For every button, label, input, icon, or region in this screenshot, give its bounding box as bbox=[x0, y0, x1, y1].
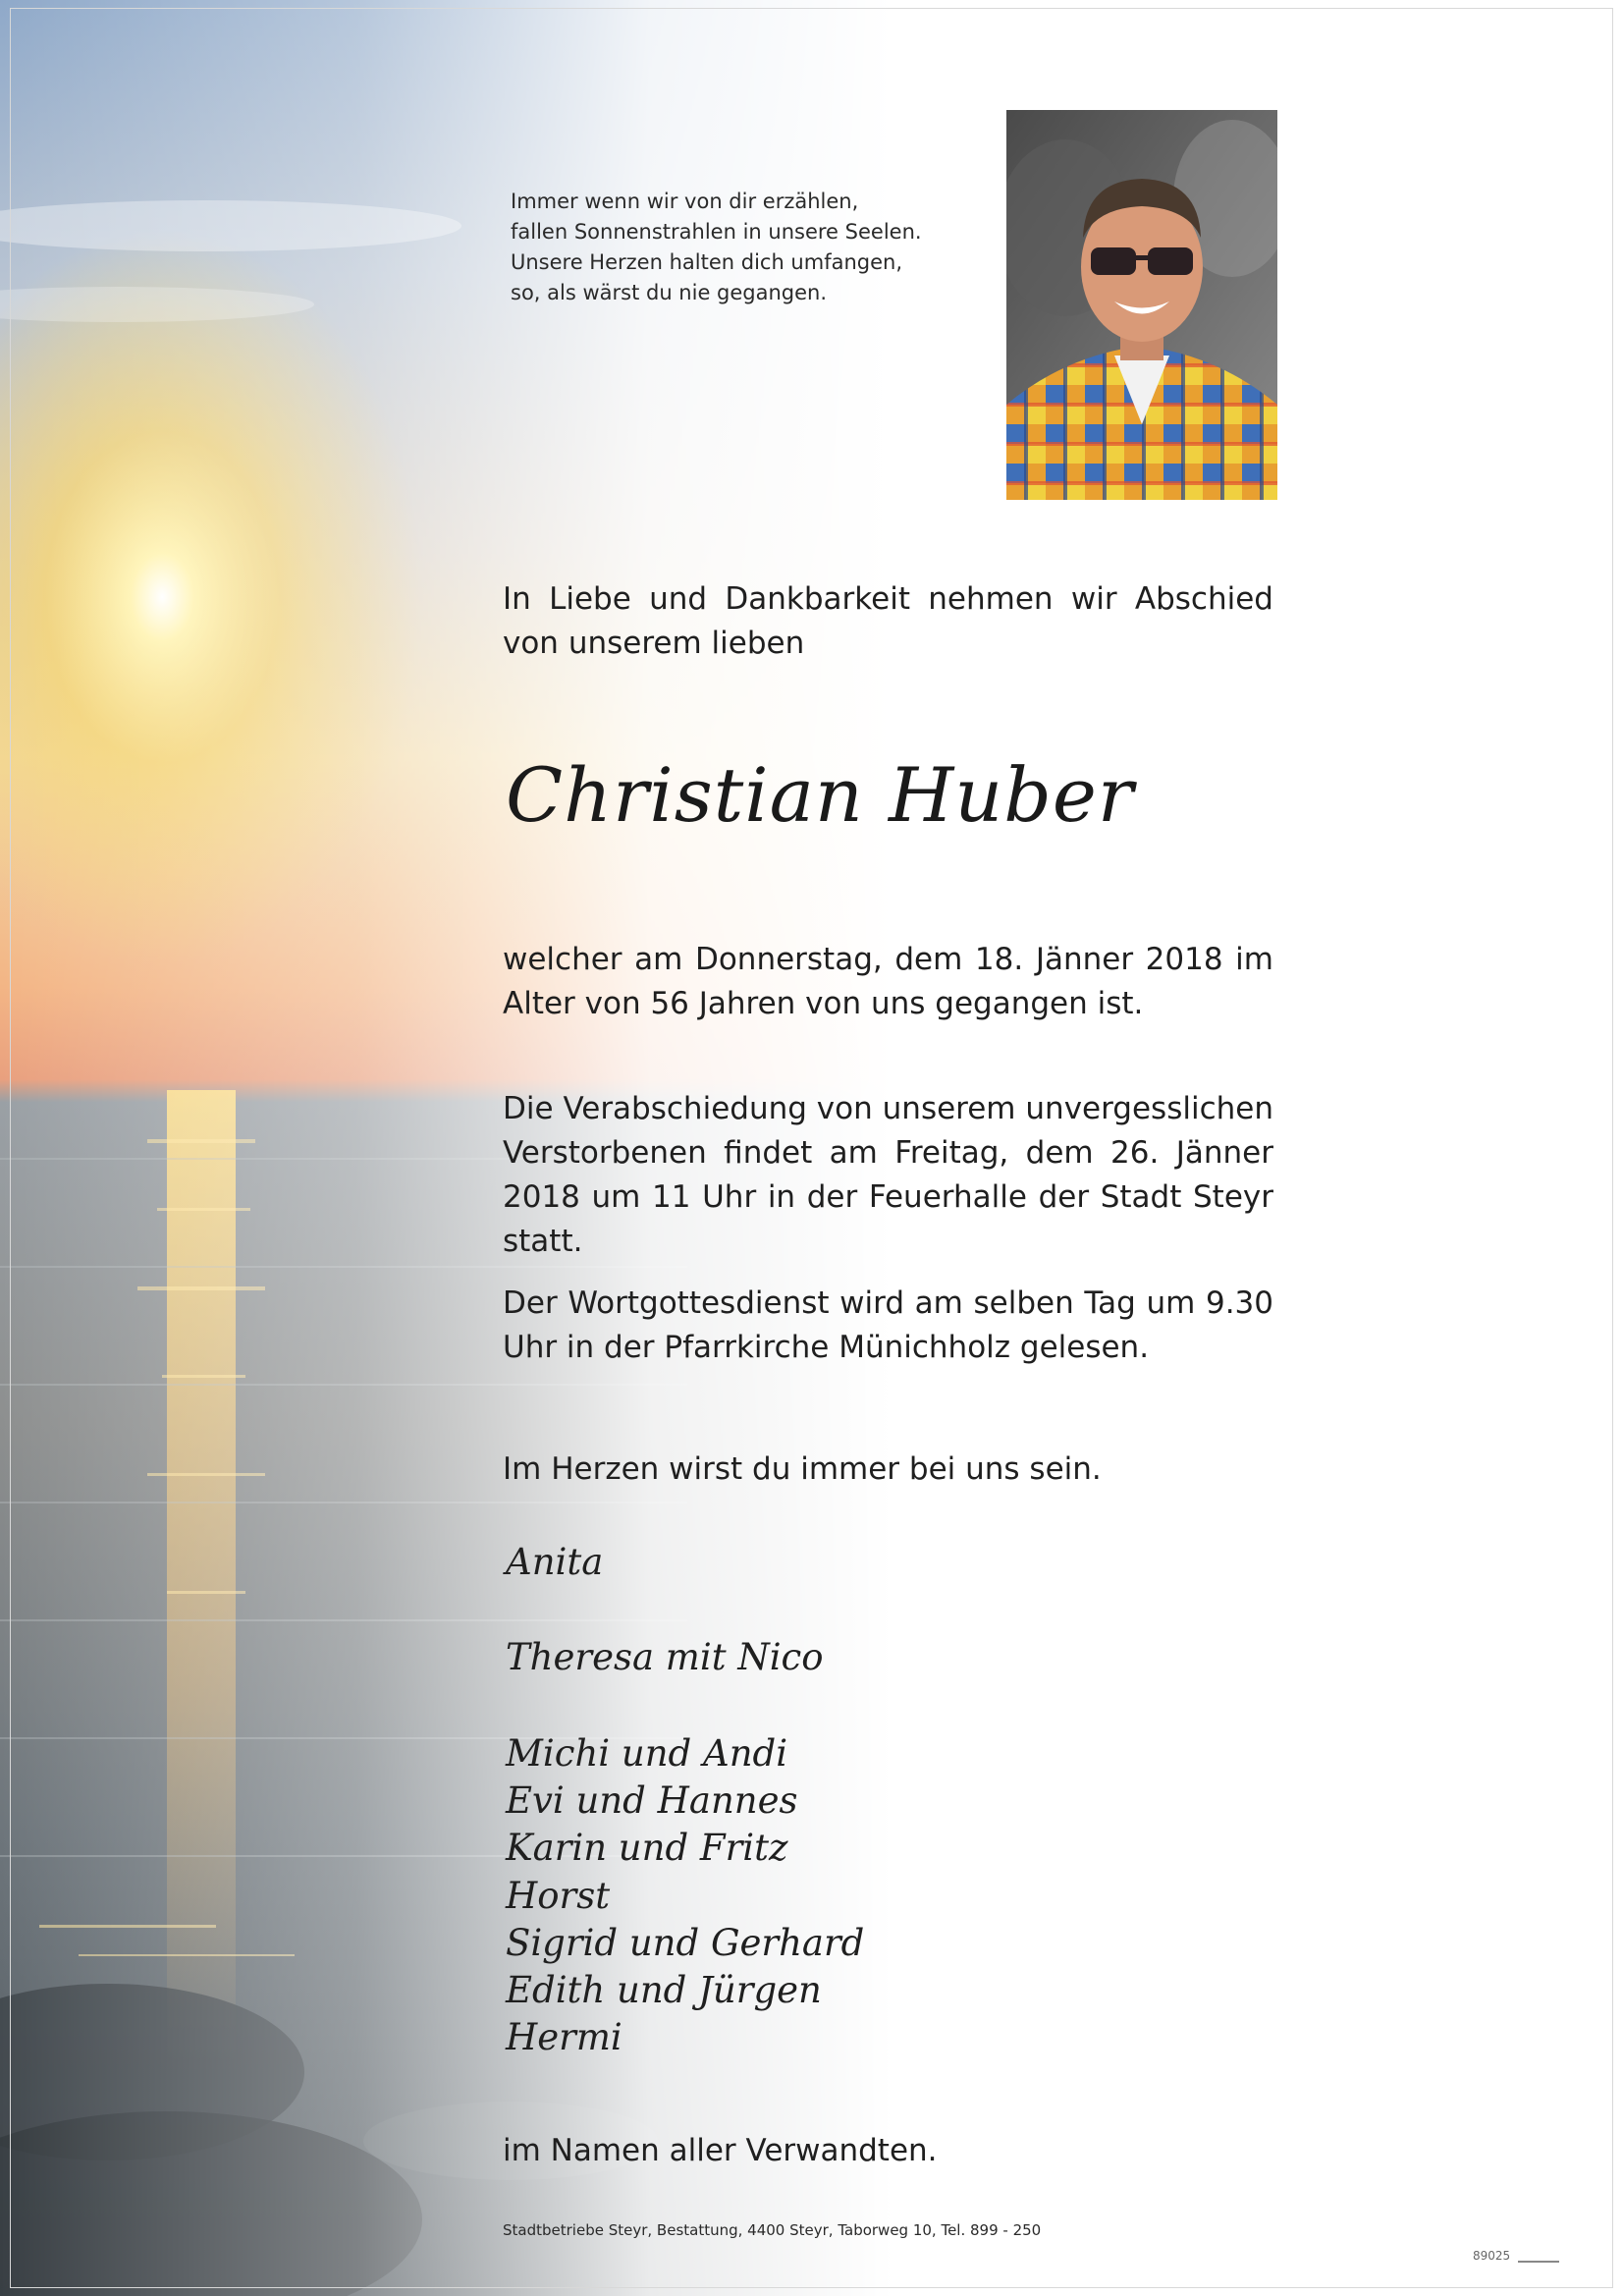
verse-line: Immer wenn wir von dir erzählen, bbox=[511, 190, 859, 213]
deceased-name: Christian Huber bbox=[506, 751, 1135, 839]
mourner-name: Michi und Andi bbox=[506, 1732, 788, 1775]
verse-line: so, als wärst du nie gegangen. bbox=[511, 281, 828, 304]
intro-text: In Liebe und Dankbarkeit nehmen wir Abschied von unserem lieben bbox=[503, 581, 1273, 661]
mourner-name: Karin und Fritz bbox=[506, 1827, 788, 1869]
print-code-number: 89025 bbox=[1473, 2249, 1511, 2263]
mourner-name: Horst bbox=[506, 1875, 611, 1917]
mass-notice: Der Wortgottesdienst wird am selben Tag um 9.30 Uhr in der Pfarrkirche Münichholz gelesen. bbox=[503, 1285, 1273, 1365]
mourner-name: Theresa mit Nico bbox=[506, 1636, 824, 1678]
farewell-notice: Die Verabschiedung von unserem unvergesslichen Verstorbenen findet am Freitag, dem 26. Jänner 2018 um 11 Uhr in der Feuerhalle der Stadt Steyr statt. bbox=[503, 1091, 1273, 1259]
mourner-name: Sigrid und Gerhard bbox=[506, 1922, 865, 1964]
mourner-name: Hermi bbox=[506, 2016, 622, 2058]
portrait-photo bbox=[1006, 110, 1277, 500]
print-code bbox=[1473, 2249, 1559, 2263]
printer-logo-icon bbox=[1518, 2251, 1559, 2263]
mourner-name: Anita bbox=[506, 1541, 604, 1583]
mourner-name: Edith und Jürgen bbox=[506, 1969, 822, 2011]
undertaker-address: Stadtbetriebe Steyr, Bestattung, 4400 Steyr, Taborweg 10, Tel. 899 - 250 bbox=[503, 2221, 1042, 2239]
memorial-verse bbox=[511, 187, 982, 308]
death-notice: welcher am Donnerstag, dem 18. Jänner 2018 im Alter von 56 Jahren von uns gegangen ist. bbox=[503, 942, 1273, 1021]
verse-line: fallen Sonnenstrahlen in unsere Seelen. bbox=[511, 220, 922, 244]
verse-line: Unsere Herzen halten dich umfangen, bbox=[511, 250, 902, 274]
relatives-line: im Namen aller Verwandten. bbox=[503, 2133, 938, 2168]
mourner-name: Evi und Hannes bbox=[506, 1779, 798, 1822]
closing-line: Im Herzen wirst du immer bei uns sein. bbox=[503, 1451, 1102, 1487]
